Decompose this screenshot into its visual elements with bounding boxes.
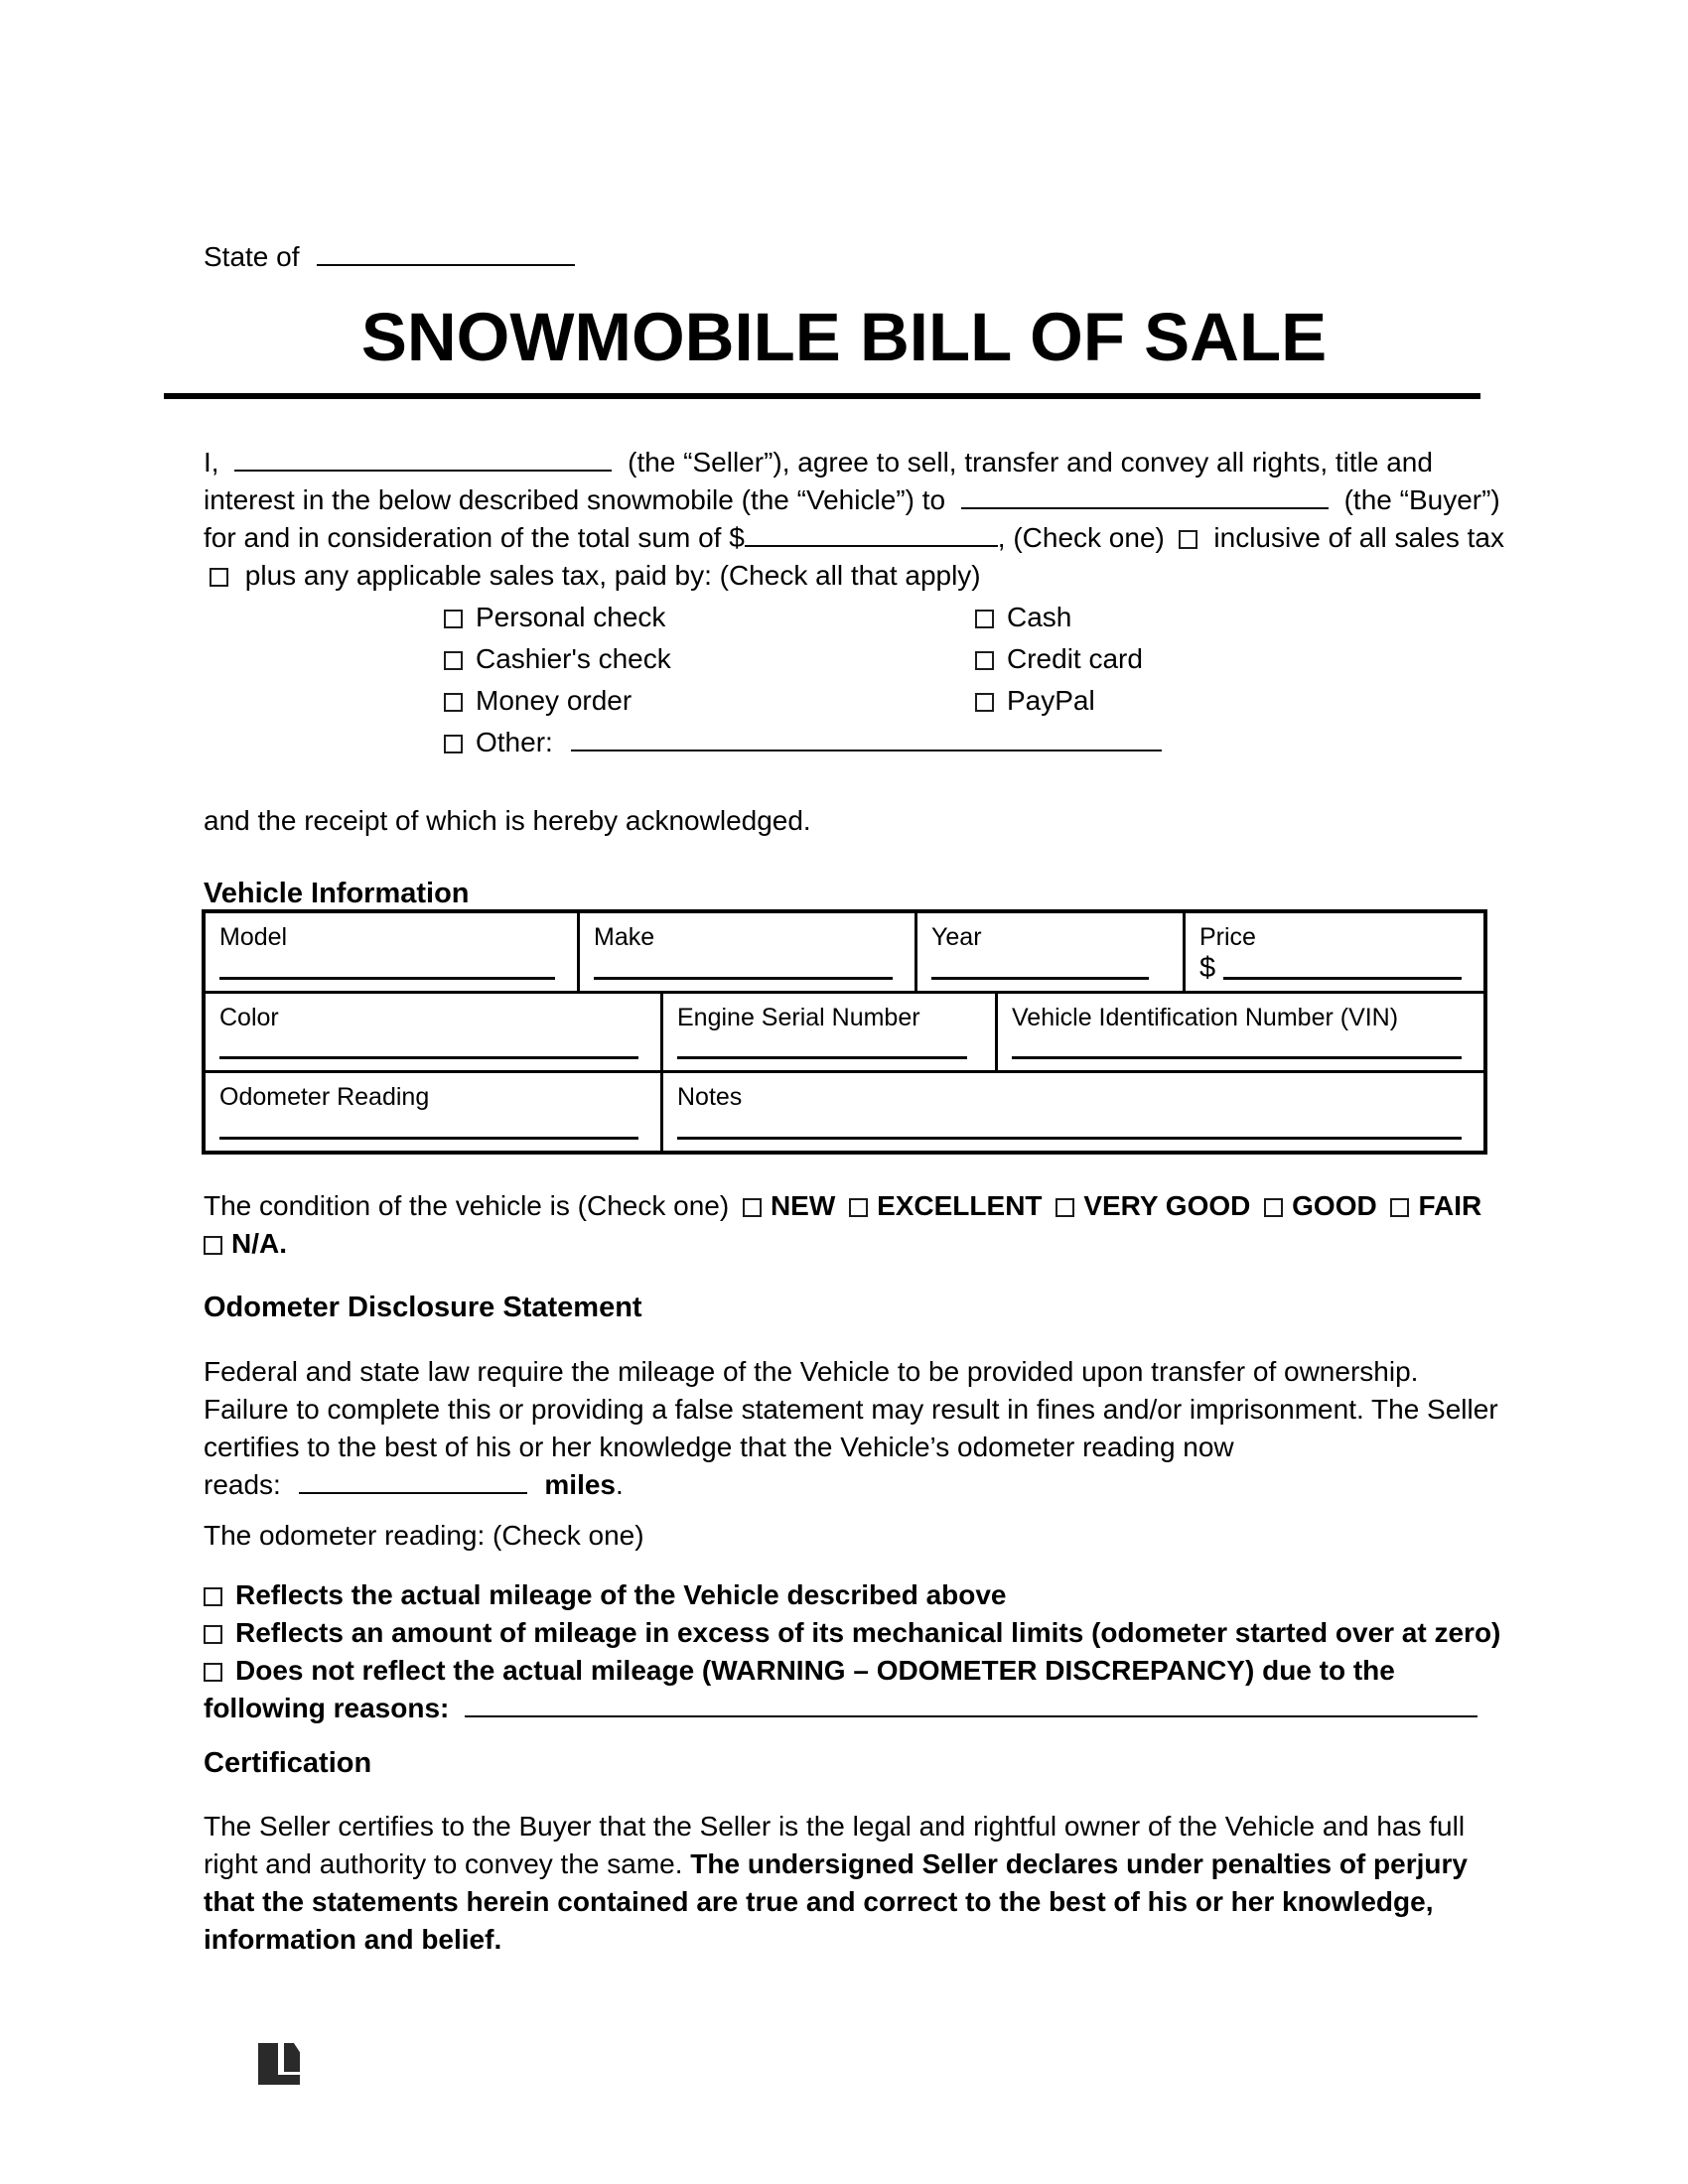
buyer-name-blank[interactable] — [961, 487, 1329, 509]
seller-name-blank[interactable] — [234, 450, 612, 472]
odometer-reading-fill-line[interactable] — [219, 1137, 638, 1140]
payment-item — [444, 685, 975, 717]
odometer-actual-mileage-checkbox[interactable] — [204, 1587, 222, 1606]
price-cell — [1186, 913, 1483, 991]
logo-l-foot-icon — [258, 2075, 300, 2085]
odometer-option-row — [204, 1576, 1506, 1614]
payment-paypal-label: PayPal — [1007, 685, 1095, 716]
payment-item — [444, 602, 975, 633]
payment-item — [975, 643, 1162, 675]
price-currency-symbol: $ — [1199, 952, 1216, 984]
payment-personal-check-label: Personal check — [476, 602, 666, 632]
model-fill-line[interactable] — [219, 977, 555, 980]
payment-cashiers-check-checkbox[interactable] — [444, 651, 463, 670]
condition-new-checkbox[interactable] — [743, 1198, 762, 1217]
state-of-label: State of — [204, 241, 300, 272]
condition-na-checkbox[interactable] — [204, 1236, 222, 1255]
payment-credit-card-checkbox[interactable] — [975, 651, 994, 670]
notes-fill-line[interactable] — [677, 1137, 1462, 1140]
payment-item — [444, 727, 1162, 758]
odometer-miles-blank[interactable] — [299, 1472, 527, 1494]
payment-item — [444, 643, 975, 675]
odometer-discrepancy-checkbox[interactable] — [204, 1663, 222, 1682]
engine-serial-label: Engine Serial Number — [677, 1004, 920, 1031]
vin-cell — [998, 994, 1483, 1070]
payment-cash-checkbox[interactable] — [975, 610, 994, 628]
odometer-disclosure-paragraph — [204, 1353, 1506, 1504]
payment-row — [444, 638, 1162, 680]
condition-line — [204, 1187, 1506, 1263]
odometer-option-actual-label: Reflects the actual mileage of the Vehicle described above — [235, 1579, 1007, 1610]
vehicle-info-heading: Vehicle Information — [204, 878, 470, 909]
odometer-option-discrepancy-label: Does not reflect the actual mileage (WARNING – ODOMETER DISCREPANCY) due to the following reasons: — [204, 1655, 1395, 1723]
page-title: SNOWMOBILE BILL OF SALE — [360, 299, 1328, 375]
vehicle-table-row-2 — [206, 994, 1483, 1070]
model-cell — [206, 913, 577, 991]
condition-very-good-checkbox[interactable] — [1055, 1198, 1074, 1217]
payment-paypal-checkbox[interactable] — [975, 693, 994, 712]
payment-personal-check-checkbox[interactable] — [444, 610, 463, 628]
title-rule — [164, 393, 1480, 399]
odometer-option-excess-label: Reflects an amount of mileage in excess of its mechanical limits (odometer started over at zero) — [235, 1617, 1501, 1648]
odometer-reading-label: Odometer Reading — [219, 1083, 430, 1111]
state-of-line — [204, 241, 575, 273]
logo-document-icon — [284, 2043, 300, 2072]
notes-label: Notes — [677, 1083, 743, 1111]
vehicle-table-row-1 — [206, 913, 1483, 991]
notes-cell — [663, 1073, 1483, 1151]
year-label: Year — [931, 923, 982, 951]
color-label: Color — [219, 1004, 279, 1031]
payment-other-checkbox[interactable] — [444, 735, 463, 753]
odometer-reads-label: reads: — [204, 1469, 281, 1500]
odometer-miles-label: miles — [544, 1469, 616, 1500]
vehicle-table-row-3 — [206, 1073, 1483, 1151]
payment-methods-list — [444, 597, 1162, 763]
payment-credit-card-label: Credit card — [1007, 643, 1143, 674]
intro-check-one: , (Check one) — [997, 522, 1165, 553]
condition-good-label: GOOD — [1292, 1190, 1377, 1221]
payment-money-order-checkbox[interactable] — [444, 693, 463, 712]
intro-after-seller: (the “Seller”), agree to sell, transfer and convey all rights, title and interest in the below described snowmobile (the “Vehicle”) to — [204, 447, 1433, 515]
intro-paragraph — [204, 444, 1506, 595]
price-blank[interactable] — [745, 525, 998, 547]
make-cell — [580, 913, 914, 991]
payment-cashiers-check-label: Cashier's check — [476, 643, 671, 674]
make-label: Make — [594, 923, 655, 951]
condition-excellent-checkbox[interactable] — [849, 1198, 868, 1217]
intro-option-inclusive: inclusive of all sales tax — [1213, 522, 1504, 553]
engine-serial-fill-line[interactable] — [677, 1056, 967, 1059]
payment-money-order-label: Money order — [476, 685, 633, 716]
year-cell — [917, 913, 1183, 991]
condition-na-label: N/A. — [231, 1228, 287, 1259]
condition-excellent-label: EXCELLENT — [877, 1190, 1043, 1221]
condition-good-checkbox[interactable] — [1264, 1198, 1283, 1217]
odometer-period: . — [616, 1469, 624, 1500]
color-cell — [206, 994, 660, 1070]
plus-sales-tax-checkbox[interactable] — [210, 568, 228, 587]
condition-fair-checkbox[interactable] — [1390, 1198, 1409, 1217]
receipt-acknowledgement: and the receipt of which is hereby acknowledged. — [204, 805, 811, 836]
certification-body-regular: The Seller certifies to the Buyer that the Seller is the legal and rightful owner of the Vehicle and has full right and authority to convey the same. — [204, 1811, 1466, 1879]
intro-option-plus: plus any applicable sales tax, paid by: (Check all that apply) — [244, 560, 981, 591]
certification-body-bold: The undersigned Seller declares under penalties of perjury that the statements herein contained are true and correct to the best of his or her knowledge, information and belief. — [204, 1848, 1468, 1955]
certification-paragraph — [204, 1808, 1506, 1959]
certification-heading: Certification — [204, 1747, 372, 1779]
odometer-options-list — [204, 1576, 1506, 1727]
year-fill-line[interactable] — [931, 977, 1149, 980]
condition-very-good-label: VERY GOOD — [1083, 1190, 1251, 1221]
payment-other-label: Other: — [476, 727, 553, 757]
state-blank[interactable] — [317, 244, 575, 266]
odometer-excess-mileage-checkbox[interactable] — [204, 1625, 222, 1644]
payment-item — [975, 685, 1162, 717]
odometer-reading-cell — [206, 1073, 660, 1151]
inclusive-sales-tax-checkbox[interactable] — [1179, 530, 1197, 549]
legal-templates-logo — [258, 2043, 300, 2085]
condition-new-label: NEW — [770, 1190, 836, 1221]
odometer-option-row — [204, 1652, 1506, 1727]
price-label: Price — [1199, 923, 1256, 951]
vin-fill-line[interactable] — [1012, 1056, 1462, 1059]
odometer-body-text: Federal and state law require the mileage of the Vehicle to be provided upon transfer of ownership. Failure to complete this or providing a false statement may result in fines and/or imprisonment. The Seller certifies to the best of his or her knowledge that the Vehicle’s odometer reading now — [204, 1356, 1498, 1462]
payment-row — [444, 597, 1162, 638]
odometer-reasons-blank[interactable] — [465, 1696, 1477, 1717]
payment-other-blank[interactable] — [571, 730, 1162, 751]
payment-row — [444, 722, 1162, 763]
intro-i-label: I, — [204, 447, 219, 478]
intro-after-buyer: (the “Buyer”) for and in consideration of the total sum of $ — [204, 484, 1500, 553]
color-fill-line[interactable] — [219, 1056, 638, 1059]
model-label: Model — [219, 923, 288, 951]
payment-row — [444, 680, 1162, 722]
payment-item — [975, 602, 1162, 633]
condition-fair-label: FAIR — [1418, 1190, 1482, 1221]
odometer-option-row — [204, 1614, 1506, 1652]
condition-prefix: The condition of the vehicle is (Check one) — [204, 1190, 730, 1221]
payment-cash-label: Cash — [1007, 602, 1072, 632]
make-fill-line[interactable] — [594, 977, 893, 980]
odometer-disclosure-heading: Odometer Disclosure Statement — [204, 1292, 642, 1323]
engine-serial-cell — [663, 994, 995, 1070]
vehicle-info-table — [202, 909, 1487, 1155]
odometer-reading-prompt: The odometer reading: (Check one) — [204, 1520, 644, 1551]
vin-label: Vehicle Identification Number (VIN) — [1012, 1004, 1399, 1031]
price-fill-line[interactable] — [1223, 977, 1462, 980]
